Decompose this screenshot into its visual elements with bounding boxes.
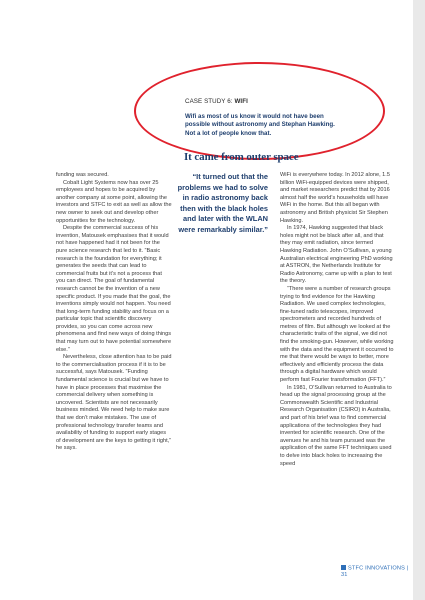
footer-square-icon — [341, 565, 346, 570]
right-paragraph-4: In 1981, O’Sullivan returned to Australia to head up the signal processing group at the Commonwealth Scientific and Industrial Research Organisation (CSIRO) in Australia, and part of his brief was to find commercial applications of the technologies they had invented for scientific research. One of the avenues he and his team pursued was the application of the same FFT techniques used to delve into black holes to increasing the speed — [280, 384, 392, 467]
case-study-label-text: CASE STUDY 6: — [185, 98, 233, 105]
left-column — [56, 172, 172, 453]
right-column — [280, 172, 394, 468]
right-paragraph-1: WiFi is everywhere today. In 2012 alone, 1.5 billion WiFi-equipped devices were shipped, and market researchers predict that by 2016 almost half the world’s households will have WiFi in the home. But this all began with astronomy and British physicist Sir Stephen Hawking. — [280, 172, 390, 224]
pull-quote: “It turned out that the problems we had to solve in radio astronomy back then with the black holes and later with the WLAN were remarkably similar.” — [177, 172, 268, 234]
case-study-intro: Wifi as most of us know it would not have been possible without astronomy and Stephan Hawking. Not a lot of people know that. — [185, 113, 335, 137]
case-study-label-strong: WIFI — [234, 98, 248, 105]
red-highlight-oval — [134, 62, 385, 160]
article-headline: It came from outer space — [184, 151, 299, 163]
left-paragraph-1: funding was secured. — [56, 172, 109, 178]
page-edge-margin — [413, 0, 425, 600]
left-paragraph-2: Cobalt Light Systems now has over 25 employees and hopes to be acquired by another company at some point, allowing the investors and STFC to exit as well as allow the new owner to seek out and develop other opportunities for the technology. — [56, 179, 172, 224]
right-paragraph-3: “There were a number of research groups trying to find evidence for the Hawking Radiation. We used complex technologies, fine-tuned radio telescopes, improved spectrometers and recorded hundreds of metres of film. But although we looked at the characteristic traits of the signal, we did not find the smoking-gun. However, while working with the data and the equipment it occurred to me that there would be ways to better, more effectively and efficiently process the data through a digital hardware which would perform fast Fourier transformation (FFT).” — [280, 285, 394, 384]
left-paragraph-4: Nevertheless, close attention has to be paid to the commercialisation process if it is to be successful, says Matousek. “Funding fundamental science is crucial but we have to have in place processes that maximise the commercial delivery when something is uncovered. Scientists are not necessarily business minded. We need help to make sure that we don’t make mistakes. The use of professional technology transfer teams and availability of funding to support early stages of development are the keys to getting it right,” he says. — [56, 354, 172, 452]
case-study-label — [185, 98, 248, 105]
right-paragraph-2: In 1974, Hawking suggested that black holes might not be black after all, and that they may emit radiation, since termed Hawking Radiation. John O’Sullivan, a young Australian electrical engineering PhD working at ASTRON, the Netherlands Institute for Radio Astronomy, came up with a plan to test the theory. — [280, 225, 393, 285]
footer-text: STFC INNOVATIONS | 31 — [341, 565, 409, 578]
left-paragraph-3: Despite the commercial success of his invention, Matousek emphasises that it would not have happened had it not been for the pure science research that led to it. “Basic research is the foundation for everything; it generates the seeds that can lead to commercial fruits but it’s not a process that you can direct. The goal of fundamental research cannot be the invention of a new specific product. If you made that the goal, the inventions simply would not happen. You need that long-term funding stability and focus on a particular topic that scientific discovery provides, so you can come across new phenomena and find new ways of doing things that may turn out to have potential somewhere else.” — [56, 225, 172, 353]
page-footer — [341, 565, 413, 578]
